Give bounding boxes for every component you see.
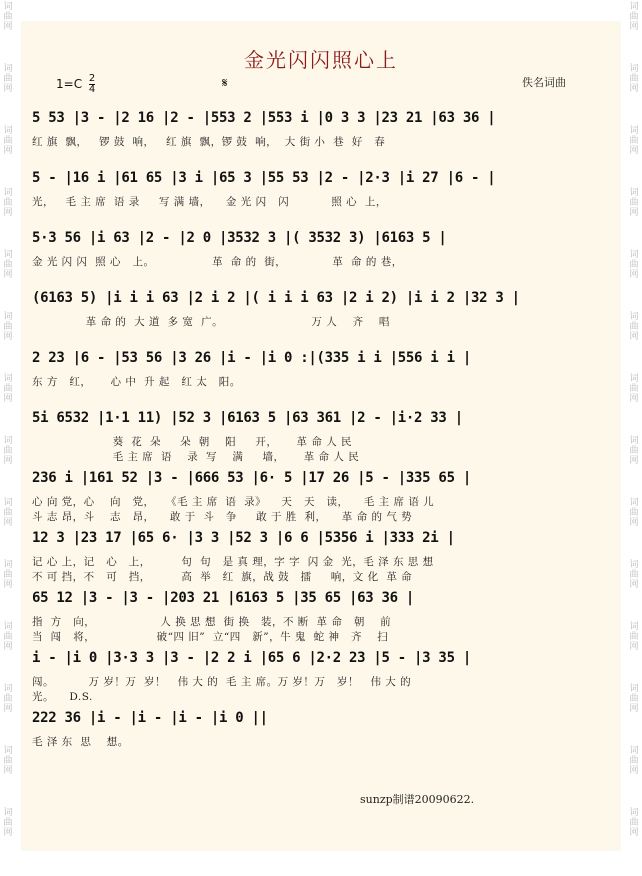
watermark-left bbox=[0, 0, 16, 876]
watermark-text: 词曲网 bbox=[629, 374, 639, 404]
watermark-text: 词曲网 bbox=[629, 64, 639, 94]
note-row: 236 i |161 52 |3 - |666 53 |6· 5 |17 26 |5 - |335 65 | bbox=[32, 470, 471, 486]
composer-credit: 佚名词曲 bbox=[522, 76, 566, 89]
watermark-text: 词曲网 bbox=[3, 188, 13, 218]
lyric-row: 闯。 万 岁！万 岁！ 伟 大 的 毛 主 席。万 岁！万 岁！ 伟 大 的 bbox=[32, 676, 412, 688]
lyric-row: 斗 志 昂，斗 志 昂， 敢 于 斗 争 敢 于 胜 利， 革 命 的 气 势 bbox=[32, 511, 413, 523]
lyric-row: 光， 毛 主 席 语 录 写 满 墙， 金 光 闪 闪 照 心 上， bbox=[32, 196, 387, 208]
lyric-row: 光。 D.S. bbox=[32, 691, 93, 703]
note-row: 5 - |16 i |61 65 |3 i |65 3 |55 53 |2 - |2·3 |i 27 |6 - | bbox=[32, 170, 496, 186]
watermark-text: 词曲网 bbox=[629, 436, 639, 466]
watermark-text: 词曲网 bbox=[629, 808, 639, 838]
watermark-text: 词曲网 bbox=[3, 2, 13, 32]
watermark-text: 词曲网 bbox=[3, 622, 13, 652]
watermark-text: 词曲网 bbox=[629, 188, 639, 218]
watermark-text: 词曲网 bbox=[629, 622, 639, 652]
lyric-row: 心 向 党，心 向 党， 《毛 主 席 语 录》 天 天 读， 毛 主 席 语 儿 bbox=[32, 496, 435, 508]
watermark-text: 词曲网 bbox=[3, 126, 13, 156]
note-row: (6163 5) |i i i 63 |2 i 2 |( i i i 63 |2 i 2) |i i 2 |32 3 | bbox=[32, 290, 520, 306]
note-row: 5i 6532 |1·1 11) |52 3 |6163 5 |63 361 |2 - |i·2 33 | bbox=[32, 410, 463, 426]
watermark-text: 词曲网 bbox=[629, 560, 639, 590]
note-row: i - |i 0 |3·3 3 |3 - |2 2 i |65 6 |2·2 23 |5 - |3 35 | bbox=[32, 650, 471, 666]
lyric-row: 记 心 上，记 心 上， 句 句 是 真 理，字 字 闪 金 光，毛 泽 东 思 想 bbox=[32, 556, 434, 568]
watermark-text: 词曲网 bbox=[3, 560, 13, 590]
time-numerator: 2 bbox=[88, 73, 96, 84]
watermark-text: 词曲网 bbox=[3, 64, 13, 94]
watermark-text: 词曲网 bbox=[3, 746, 13, 776]
lyric-row: 毛 泽 东 思 想。 bbox=[32, 736, 129, 748]
watermark-text: 词曲网 bbox=[629, 250, 639, 280]
watermark-text: 词曲网 bbox=[3, 684, 13, 714]
transcriber-credit: sunzp制谱20090622. bbox=[360, 793, 475, 806]
watermark-text: 词曲网 bbox=[3, 498, 13, 528]
lyric-row: 不 可 挡，不 可 挡， 高 举 红 旗，战 鼓 擂 响，文 化 革 命 bbox=[32, 571, 413, 583]
note-row: 12 3 |23 17 |65 6· |3 3 |52 3 |6 6 |5356 i |333 2i | bbox=[32, 530, 455, 546]
note-row: 2 23 |6 - |53 56 |3 26 |i - |i 0 :|(335 i i |556 i i | bbox=[32, 350, 471, 366]
song-title: 金光闪闪照心上 bbox=[244, 48, 398, 72]
watermark-text: 词曲网 bbox=[3, 250, 13, 280]
note-row: 5 53 |3 - |2 16 |2 - |553 2 |553 i |0 3 3 |23 21 |63 36 | bbox=[32, 110, 496, 126]
lyric-row: 革 命 的 大 道 多 宽 广。 万 人 齐 唱 bbox=[32, 316, 390, 328]
time-signature bbox=[89, 74, 95, 95]
lyric-row: 金 光 闪 闪 照 心 上。 革 命 的 街， 革 命 的 巷， bbox=[32, 256, 403, 268]
lyric-row: 指 方 向， 人 换 思 想 街 换 装，不 断 革 命 朝 前 bbox=[32, 616, 392, 628]
lyric-row: 东 方 红， 心 中 升 起 红 太 阳。 bbox=[32, 376, 241, 388]
watermark-text: 词曲网 bbox=[3, 808, 13, 838]
lyric-row: 当 闯 将， 破“四 旧” 立“四 新”，牛 鬼 蛇 神 齐 扫 bbox=[32, 631, 389, 643]
note-row: 222 36 |i - |i - |i - |i 0 || bbox=[32, 710, 268, 726]
watermark-text: 词曲网 bbox=[3, 312, 13, 342]
watermark-text: 词曲网 bbox=[629, 684, 639, 714]
watermark-text: 词曲网 bbox=[629, 2, 639, 32]
note-row: 5·3 56 |i 63 |2 - |2 0 |3532 3 |( 3532 3) |6163 5 | bbox=[32, 230, 447, 246]
watermark-right bbox=[626, 0, 642, 876]
lyric-row: 毛 主 席 语 录 写 满 墙， 革 命 人 民 bbox=[32, 451, 360, 463]
key-label: 1=C bbox=[56, 77, 83, 91]
watermark-text: 词曲网 bbox=[3, 436, 13, 466]
watermark-text: 词曲网 bbox=[629, 498, 639, 528]
watermark-text: 词曲网 bbox=[629, 126, 639, 156]
watermark-text: 词曲网 bbox=[629, 312, 639, 342]
watermark-text: 词曲网 bbox=[3, 374, 13, 404]
lyric-row: 红 旗 飘， 锣 鼓 响， 红 旗 飘，锣 鼓 响， 大 街 小 巷 好 春 bbox=[32, 136, 386, 148]
watermark-text: 词曲网 bbox=[629, 746, 639, 776]
key-signature bbox=[56, 74, 95, 95]
time-denominator: 4 bbox=[88, 84, 96, 95]
lyric-row: 葵 花 朵 朵 朝 阳 开， 革 命 人 民 bbox=[32, 436, 353, 448]
segno-symbol: 𝄋 bbox=[222, 76, 228, 91]
note-row: 65 12 |3 - |3 - |203 21 |6163 5 |35 65 |63 36 | bbox=[32, 590, 415, 606]
